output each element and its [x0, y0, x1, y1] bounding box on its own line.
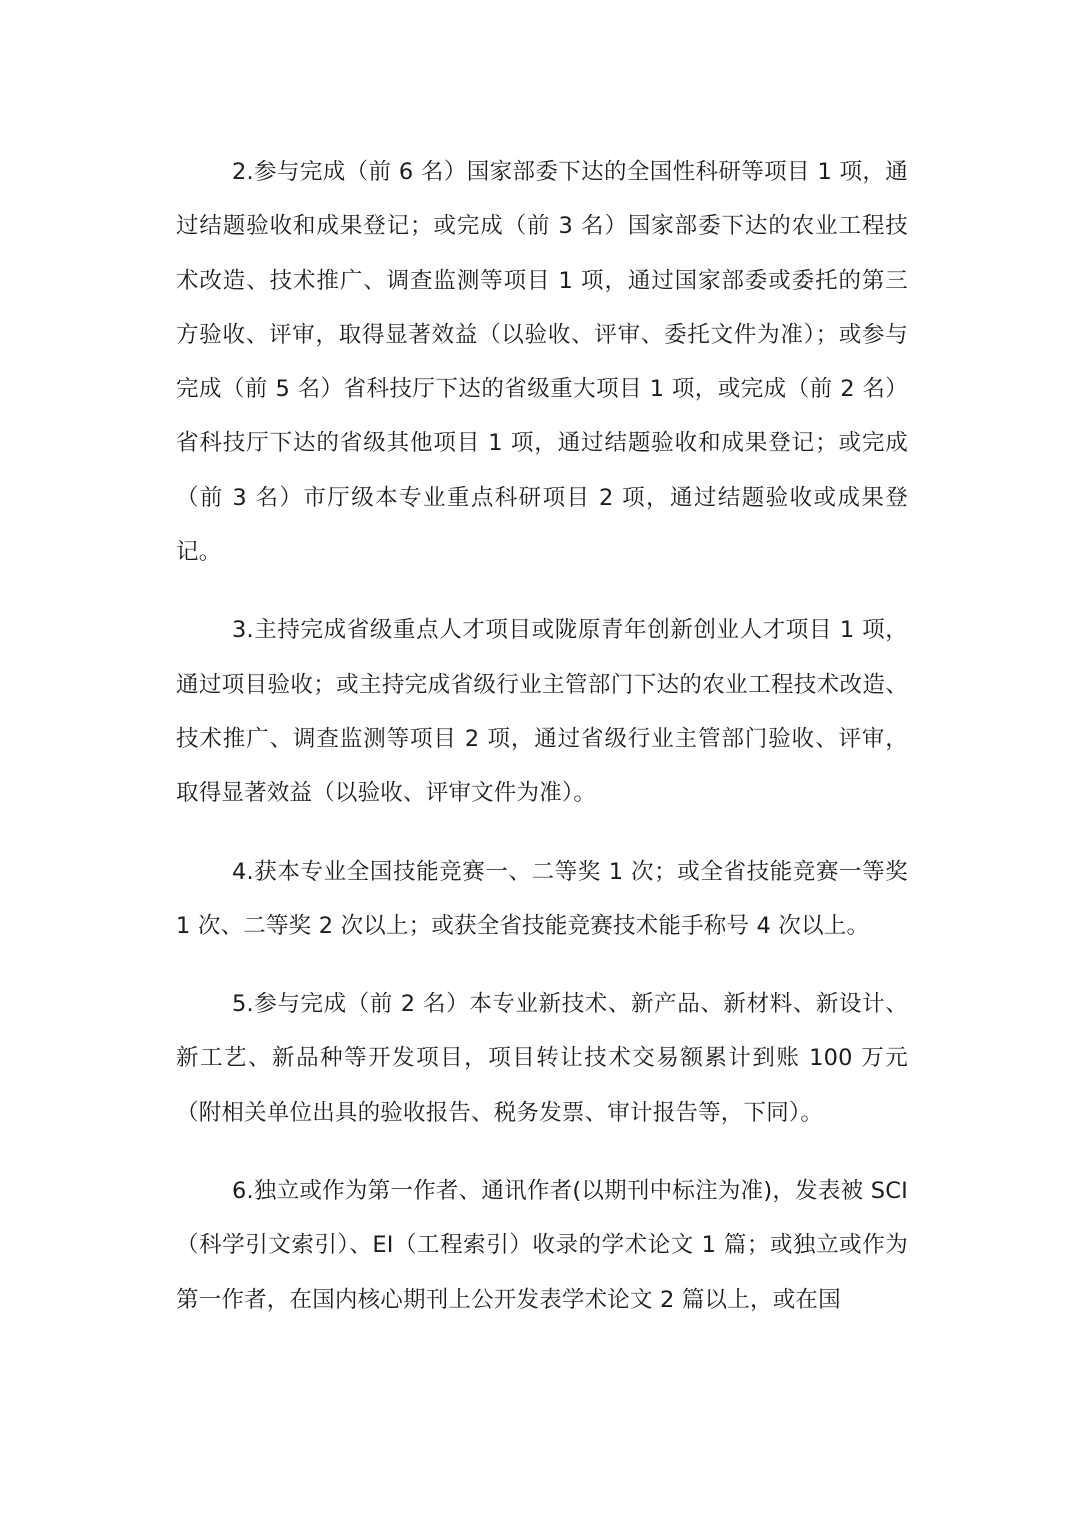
paragraph-item-3: 3.主持完成省级重点人才项目或陇原青年创新创业人才项目 1 项，通过项目验收；或主持完成省级行业主管部门下达的农业工程技术改造、技术推广、调查监测等项目 2 项，通过省级行业主管部门验收、评审，取得显著效益（以验收、评审文件为准）。: [176, 617, 908, 807]
paragraph-item-4: 4.获本专业全国技能竞赛一、二等奖 1 次；或全省技能竞赛一等奖 1 次、二等奖 2 次以上；或获全省技能竞赛技术能手称号 4 次以上。: [176, 858, 908, 939]
document-body: [176, 145, 908, 1327]
paragraph-item-5: 5.参与完成（前 2 名）本专业新技术、新产品、新材料、新设计、新工艺、新品种等开发项目，项目转让技术交易额累计到账 100 万元（附相关单位出具的验收报告、税务发票、审计报告等，下同）。: [176, 991, 908, 1126]
paragraph-item-6: 6.独立或作为第一作者、通讯作者(以期刊中标注为准)，发表被 SCI（科学引文索引）、EI（工程索引）收录的学术论文 1 篇；或独立或作为第一作者，在国内核心期刊上公开发表学术论文 2 篇以上，或在国: [176, 1178, 908, 1313]
paragraph-item-2: 2.参与完成（前 6 名）国家部委下达的全国性科研等项目 1 项，通过结题验收和成果登记；或完成（前 3 名）国家部委下达的农业工程技术改造、技术推广、调查监测等项目 1 项，通过国家部委或委托的第三方验收、评审，取得显著效益（以验收、评审、委托文件为准）；或参与完成（前 5 名）省科技厅下达的省级重大项目 1 项，或完成（前 2 名）省科技厅下达的省级其他项目 1 项，通过结题验收和成果登记；或完成（前 3 名）市厅级本专业重点科研项目 2 项，通过结题验收或成果登记。: [176, 159, 908, 566]
